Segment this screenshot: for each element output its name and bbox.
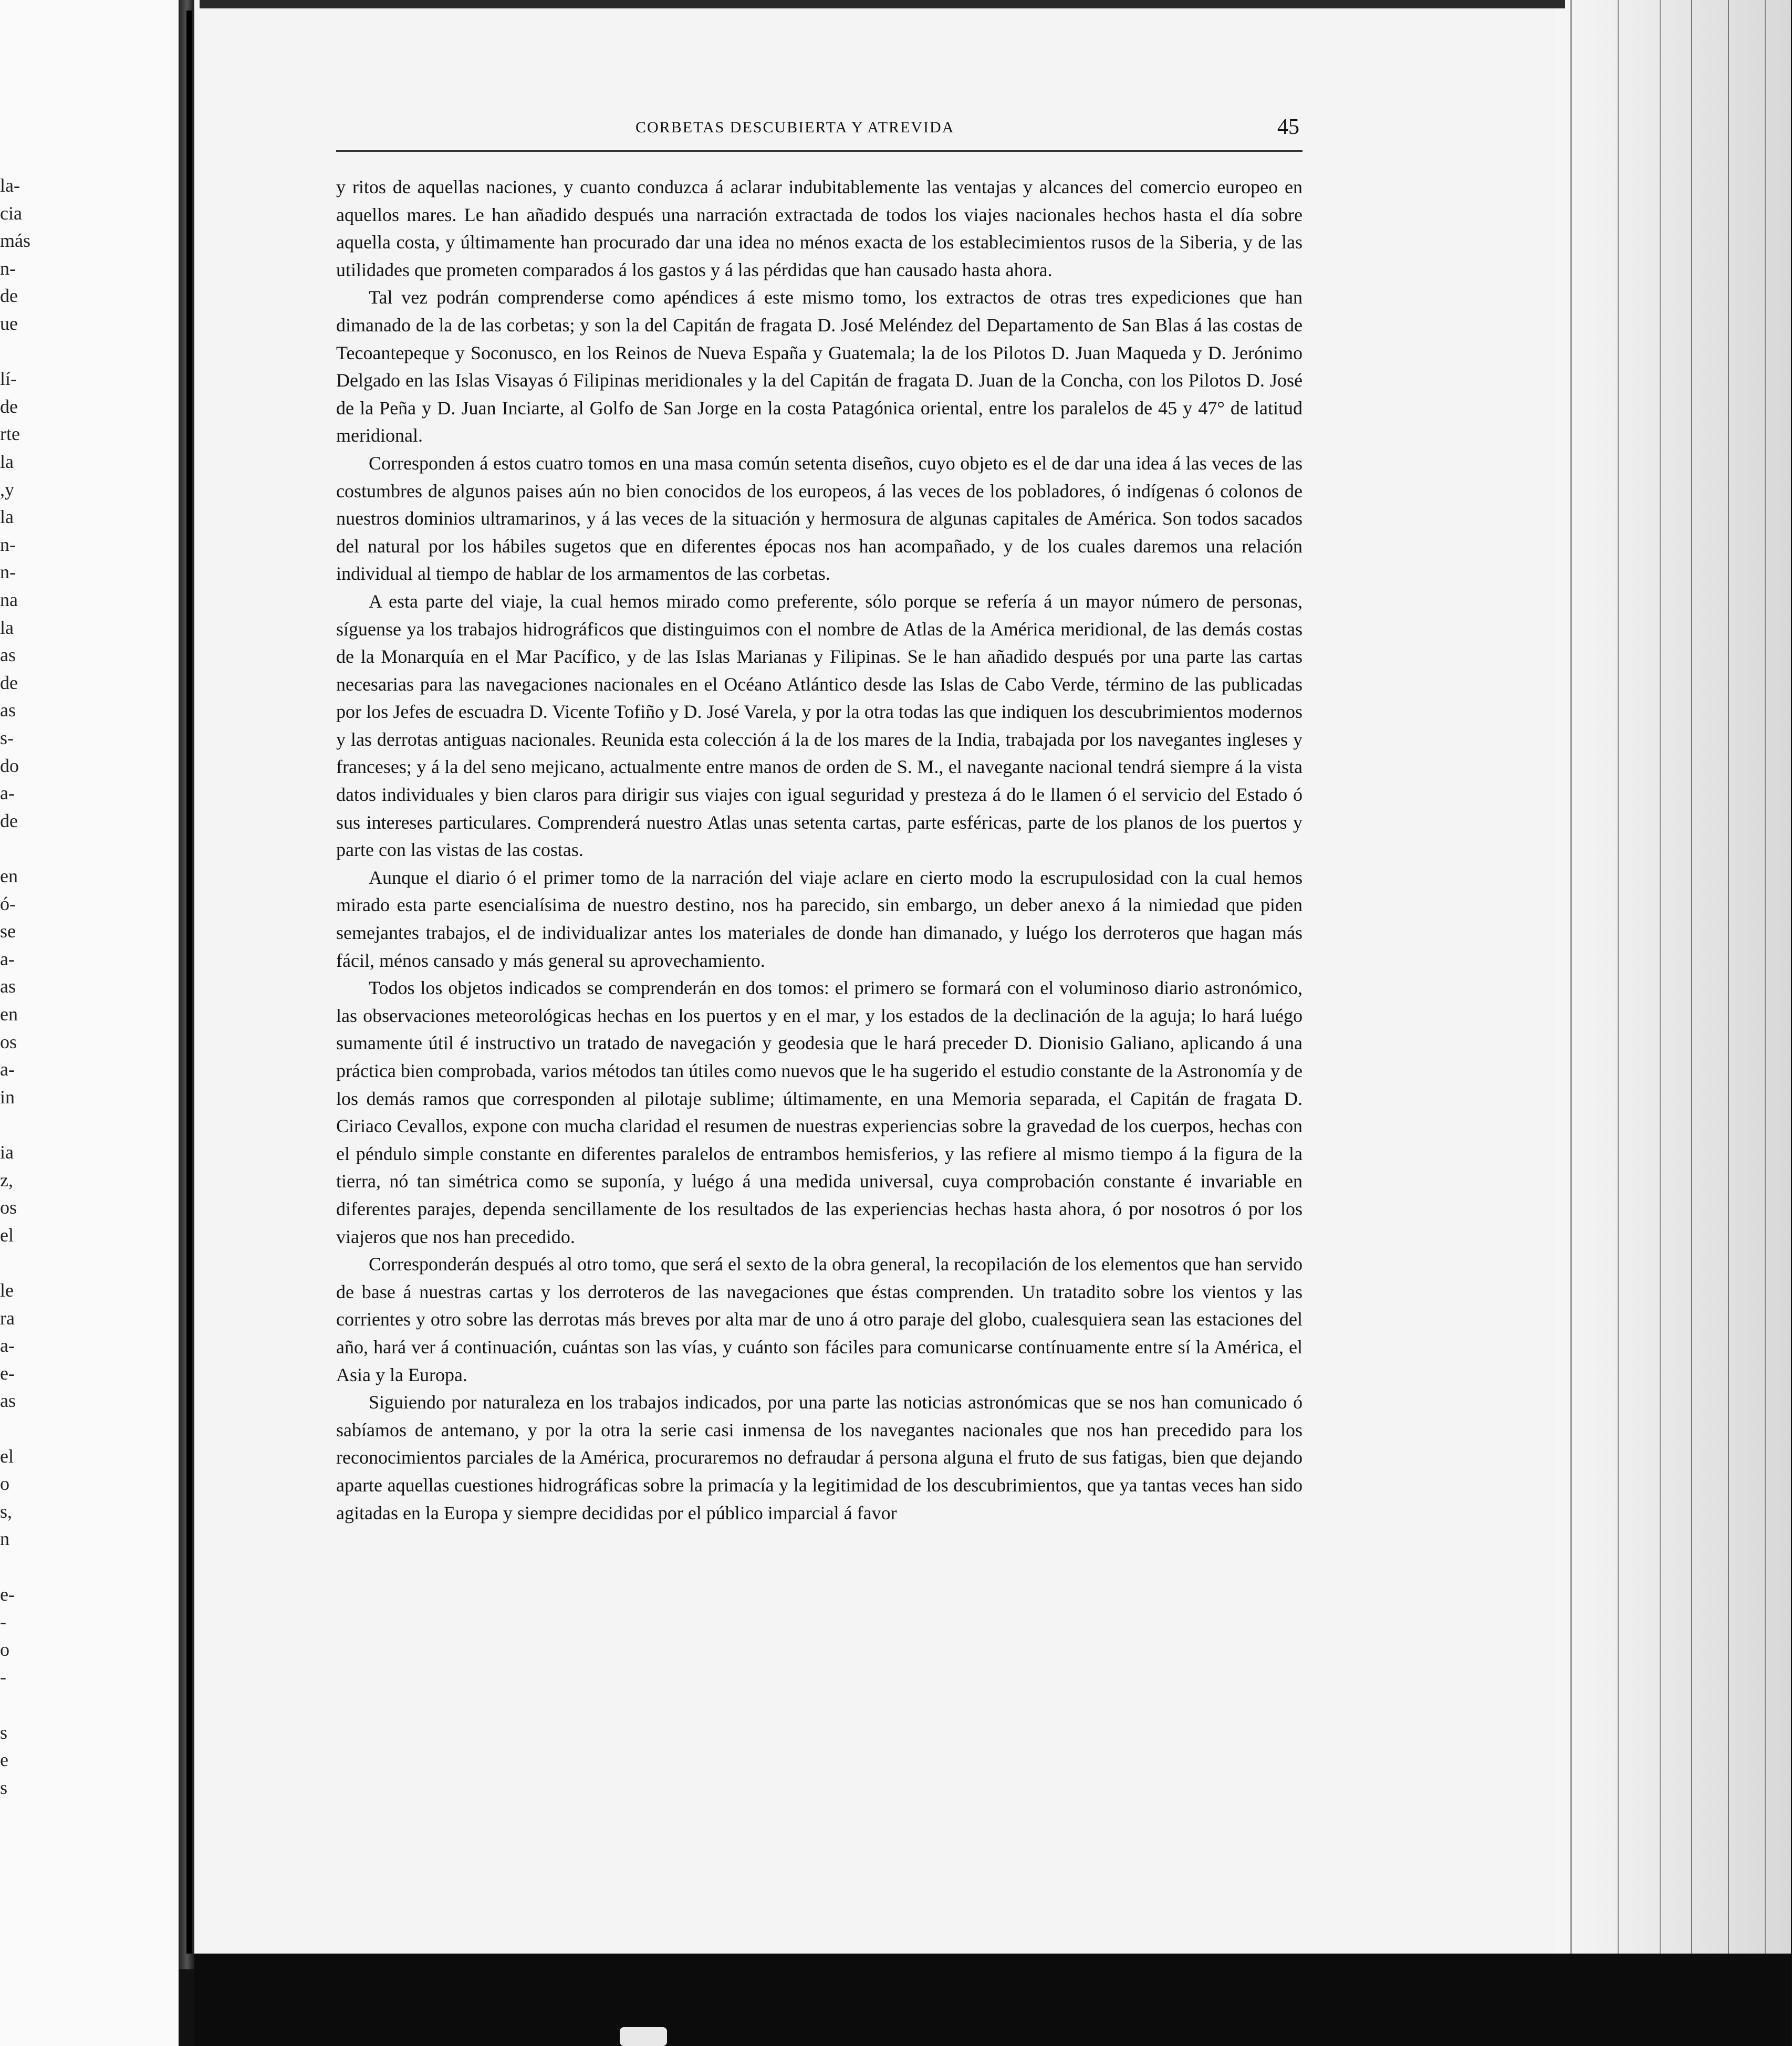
left-page-line-fragment: ue <box>0 313 18 334</box>
left-page-line-fragment: - <box>0 1666 6 1688</box>
page-number: 45 <box>1277 115 1299 139</box>
page-header <box>336 115 1303 150</box>
left-page-line-fragment: de <box>0 395 18 417</box>
scan-bottom-shadow <box>194 1954 1791 2046</box>
left-page-line-fragment: e- <box>0 1362 15 1384</box>
left-page-line-fragment: n- <box>0 534 16 555</box>
left-page-line-fragment: as <box>0 976 16 997</box>
left-page-line-fragment: na <box>0 589 18 610</box>
paragraph: Corresponden á estos cuatro tomos en una masa común setenta diseños, cuyo objeto es el de dar una idea á las veces de las costumbres de algunos paises aún no bien conocidos de los europeos, á las veces de los pobladores, ó indígenas ó colonos de nuestros dominios ultramarinos, y á las veces de la situación y hermosura de algunas capitales de América. Son todos sacados del natural por los hábiles sugetos que en diferentes épocas nos han acompañado, y de los cuales daremos una relación individual al tiempo de hablar de los armamentos de las corbetas. <box>336 452 1303 584</box>
left-page-line-fragment: en <box>0 865 18 886</box>
left-page-line-fragment: s <box>0 1721 8 1743</box>
header-rule <box>336 150 1303 152</box>
paragraph: Tal vez podrán comprenderse como apéndices á este mismo tomo, los extractos de otras tres expediciones que han dimanado de la de las corbetas; y son la del Capitán de fragata D. José Meléndez del Departamento de San Blas á las costas de Tecoantepeque y Soconusco, en los Reinos de Nueva España y Guatemala; la de los Pilotos D. Juan Maqueda y D. Jerónimo Delgado en las Islas Visayas ó Filipinas meridionales y la del Capitán de fragata D. Juan de la Concha, con los Pilotos D. José de la Peña y D. Juan Inciarte, al Golfo de San Jorge en la costa Patagónica oriental, entre los paralelos de 45 y 47° de latitud meridional. <box>336 287 1303 446</box>
left-page-line-fragment: a- <box>0 1059 15 1080</box>
paragraph: Todos los objetos indicados se comprenderán en dos tomos: el primero se formará con el voluminoso diario astronómico, las observaciones meteorológicas hechas en los puertos y en el mar, y los estados de la declinación de la aguja; lo hará luégo sumamente útil é instructivo un tratado de navegación y geodesia que le hará preceder D. Dionisio Galiano, aplicando á una práctica bien comprobada, varios métodos tan útiles como nuevos que le ha sugerido el estudio constante de la Astronomía y de los demás ramos que corresponden al pilotaje sublime; últimamente, en una Memoria separada, el Capitán de fragata D. Ciriaco Cevallos, expone con mucha claridad el resumen de nuestras experiencias sobre la gravedad de los cuerpos, hechas con el péndulo simple constante en diferentes paralelos de entrambos hemisferios, y las refiere al mismo tiempo á la figura de la tierra, nó tan simétrica como se suponía, y luégo á una medida universal, cuya comprobación constante é invariable en diferentes parajes, dependa sencillamente de los resultados de las experiencias hechas hasta ahora, ó por nosotros ó por los viajeros que nos han precedido. <box>336 977 1303 1247</box>
paragraph: Aunque el diario ó el primer tomo de la narración del viaje aclare en cierto modo la escrupulosidad con la cual hemos mirado esta parte esencialísima de nuestro destino, nos ha parecido, sin embargo, un deber anexo á la nimiedad que piden semejantes trabajos, el de individualizar antes los materiales de donde han dimanado, y luégo los derroteros que hagan más fácil, ménos cansado y más general su aprovechamiento. <box>336 867 1303 971</box>
left-page-line-fragment: n <box>0 1528 9 1550</box>
left-page-line-fragment: en <box>0 1004 18 1025</box>
left-page-line-fragment: más <box>0 230 30 252</box>
paragraph: y ritos de aquellas naciones, y cuanto conduzca á aclarar indubitablemente las ventajas y alcances del comercio europeo en aquellos mares. Le han añadido después una narración extractada de todos los viajes nacionales hechos hasta el día sobre aquella costa, y últimamente han procurado dar una idea no ménos exacta de los establecimientos rusos de la Siberia, y de las utilidades que prometen comparados á los gastos y á las pérdidas que han causado hasta ahora. <box>336 176 1303 280</box>
left-page-line-fragment: ra <box>0 1307 15 1329</box>
left-page-line-fragment: de <box>0 810 18 831</box>
left-page-line-fragment: el <box>0 1224 14 1246</box>
body-text <box>336 173 1303 1527</box>
left-page-line-fragment: ia <box>0 1142 14 1163</box>
left-page-line-fragment: el <box>0 1445 14 1467</box>
running-head: CORBETAS DESCUBIERTA Y ATREVIDA <box>635 119 955 136</box>
left-page-line-fragment: os <box>0 1197 17 1218</box>
left-page-line-fragment: e- <box>0 1583 15 1605</box>
gutter-shadow-line <box>186 11 192 1954</box>
left-page-line-fragment: le <box>0 1280 14 1301</box>
left-page-line-fragment: de <box>0 672 18 693</box>
left-page-line-fragment: rte <box>0 423 20 445</box>
left-page-line-fragment: cia <box>0 202 22 224</box>
left-page-line-fragment: la <box>0 451 14 472</box>
left-page-line-fragment: a- <box>0 782 15 804</box>
left-page-line-fragment: do <box>0 755 19 776</box>
left-page-line-fragment: a- <box>0 948 15 969</box>
left-page-line-fragment: as <box>0 644 16 666</box>
left-page-line-fragment: e <box>0 1749 8 1771</box>
left-page-line-fragment: s- <box>0 727 14 748</box>
left-page-line-fragment: lí- <box>0 368 17 390</box>
left-page-line-fragment: de <box>0 285 18 307</box>
paragraph: A esta parte del viaje, la cual hemos mirado como preferente, sólo porque se refería á un mayor número de personas, síguense ya los trabajos hidrográficos que distinguimos con el nombre de Atlas de la América meridional, de las demás costas de la Monarquía en el Mar Pacífico, y de las Islas Marianas y Filipinas. Se le han añadido después por una parte las cartas necesarias para las navegaciones nacionales en el Océano Atlántico desde las Islas de Cabo Verde, término de las publicadas por los Jefes de escuadra D. Vicente Tofiño y D. José Varela, y por la otra todas las que indiquen los descubrimientos modernos y las derrotas antiguas nacionales. Reunida esta colección á la de los mares de la India, trabajada por los navegantes ingleses y franceses; y á la del seno mejicano, actualmente entre manos de orden de S. M., el navegante nacional tendrá siempre á la vista datos individuales y bien claros para dirigir sus viajes con igual seguridad y presteza á do le llamen ó el servicio del Estado ó sus intereses particulares. Comprenderá nuestro Atlas unas setenta cartas, parte esféricas, parte de los planos de los puertos y parte con las vistas de las costas. <box>336 590 1303 861</box>
paragraph: Siguiendo por naturaleza en los trabajos indicados, por una parte las noticias astronómicas que se nos han comunicado ó sabíamos de antemano, y por la otra la serie casi inmensa de los navegantes nacionales que nos han precedido para los reconocimientos parciales de la América, procuraremos no defraudar á persona alguna el fruto de sus fatigas, bien que dejando aparte aquellas cuestiones hidrográficas sobre la primacía y la legitimidad de los descubrimientos, que ya tantas veces han sido agitadas en la Europa y siempre decididas por el público imparcial á favor <box>336 1392 1303 1523</box>
left-page-line-fragment: a- <box>0 1335 15 1356</box>
left-page-fragment <box>0 0 179 2046</box>
left-page-line-fragment: ,y <box>0 478 14 500</box>
top-edge-shadow <box>200 0 1565 8</box>
page-edge-stack <box>1555 0 1791 1996</box>
left-page-line-fragment: n- <box>0 257 16 279</box>
left-page-line-fragment: as <box>0 700 16 721</box>
left-page-line-fragment: - <box>0 1611 6 1633</box>
left-page-line-fragment: ó- <box>0 893 16 914</box>
left-page-line-fragment: s <box>0 1777 8 1798</box>
left-page-line-fragment: in <box>0 1086 15 1108</box>
scan-artifact <box>620 2027 667 2046</box>
left-page-line-fragment: os <box>0 1031 17 1052</box>
left-page-line-fragment: se <box>0 921 16 942</box>
left-page-line-fragment: la <box>0 617 14 638</box>
left-page-line-fragment: o <box>0 1638 9 1660</box>
left-page-line-fragment: la- <box>0 175 20 196</box>
paragraph: Corresponderán después al otro tomo, que será el sexto de la obra general, la recopilación de los elementos que han servido de base á nuestras cartas y los derroteros de las navegaciones que éstas comprenden. Un tratadito sobre los vientos y las corrientes y otro sobre las derrotas más breves por alta mar de uno á otro paraje del globo, cualesquiera sean las estaciones del año, hará ver á continuación, cuántas son las vías, y cuánto son fáciles para comunicarse contínuamente entre sí la América, el Asia y la Europa. <box>336 1254 1303 1385</box>
left-page-line-fragment: as <box>0 1390 16 1412</box>
left-page-line-fragment: n- <box>0 561 16 583</box>
left-page-line-fragment: s, <box>0 1500 13 1522</box>
left-page-line-fragment: o <box>0 1473 9 1495</box>
left-page-line-fragment: la <box>0 506 14 528</box>
left-page-line-fragment: z, <box>0 1169 13 1191</box>
